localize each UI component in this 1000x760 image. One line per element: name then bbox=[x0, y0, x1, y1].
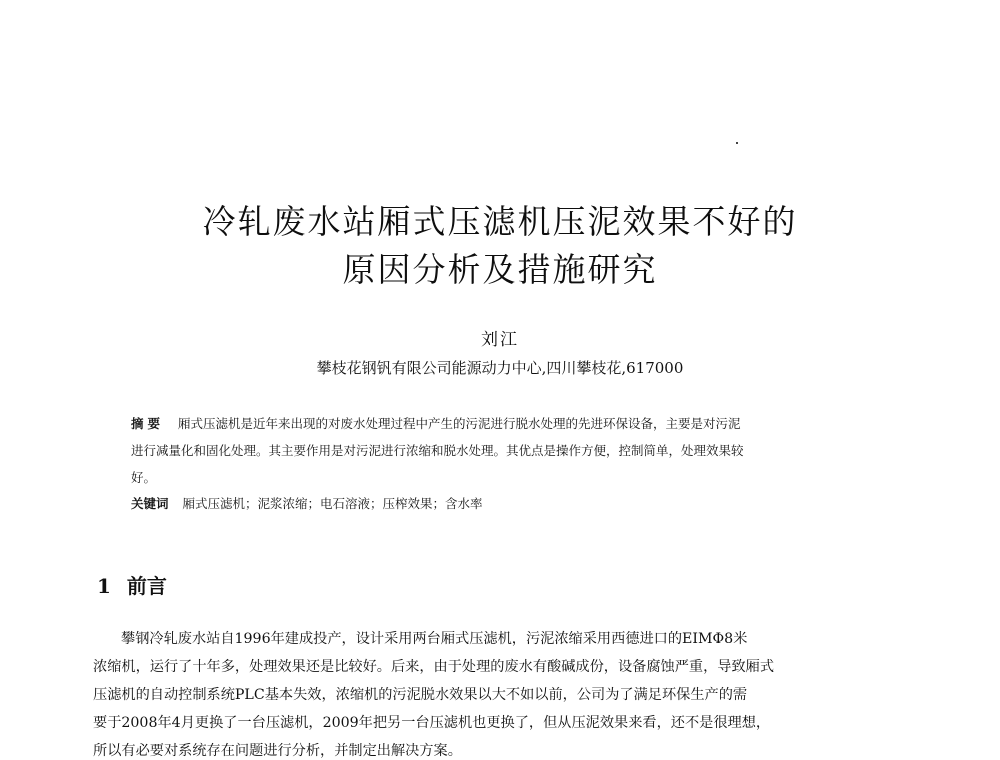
keywords-text: 厢式压滤机；泥浆浓缩；电石溶液；压榨效果；含水率 bbox=[182, 496, 483, 511]
paper-title-line-2: 原因分析及措施研究 bbox=[342, 250, 658, 289]
keywords-line bbox=[131, 494, 483, 512]
keywords-label: 关键词 bbox=[131, 496, 169, 511]
abstract-text-1: 厢式压滤机是近年来出现的对废水处理过程中产生的污泥进行脱水处理的先进环保设备，主要是对污泥 bbox=[178, 416, 741, 431]
abstract-label: 摘要 bbox=[131, 416, 165, 431]
abstract-line-1 bbox=[131, 414, 741, 432]
body-line-5: 所以有必要对系统存在问题进行分析，并制定出解决方案。 bbox=[93, 743, 462, 759]
body-line-2: 浓缩机，运行了十年多，处理效果还是比较好。后来，由于处理的废水有酸碱成份，设备腐蚀严重，导致厢式 bbox=[93, 659, 775, 675]
section-number: 1 bbox=[97, 574, 111, 598]
scan-speck bbox=[736, 142, 738, 144]
abstract-line-3: 好。 bbox=[131, 470, 157, 485]
body-line-4: 要于2008年4月更换了一台压滤机，2009年把另一台压滤机也更换了，但从压泥效果来看，还不是很理想， bbox=[93, 715, 771, 731]
author-name: 刘江 bbox=[481, 330, 519, 350]
section-title: 前言 bbox=[126, 574, 167, 598]
paper-title-line-1: 冷轧废水站厢式压滤机压泥效果不好的 bbox=[202, 202, 798, 241]
body-line-1: 攀钢冷轧废水站自1996年建成投产，设计采用两台厢式压滤机，污泥浓缩采用西德进口的EIMΦ8米 bbox=[121, 631, 748, 647]
abstract-line-2: 进行减量化和固化处理。其主要作用是对污泥进行浓缩和脱水处理。其优点是操作方便，控制简单，处理效果较 bbox=[131, 443, 744, 458]
section-heading bbox=[97, 570, 167, 599]
body-line-3: 压滤机的自动控制系统PLC基本失效，浓缩机的污泥脱水效果以大不如以前，公司为了满足环保生产的需 bbox=[93, 687, 748, 703]
author-affiliation: 攀枝花钢钒有限公司能源动力中心,四川攀枝花,617000 bbox=[316, 359, 684, 377]
